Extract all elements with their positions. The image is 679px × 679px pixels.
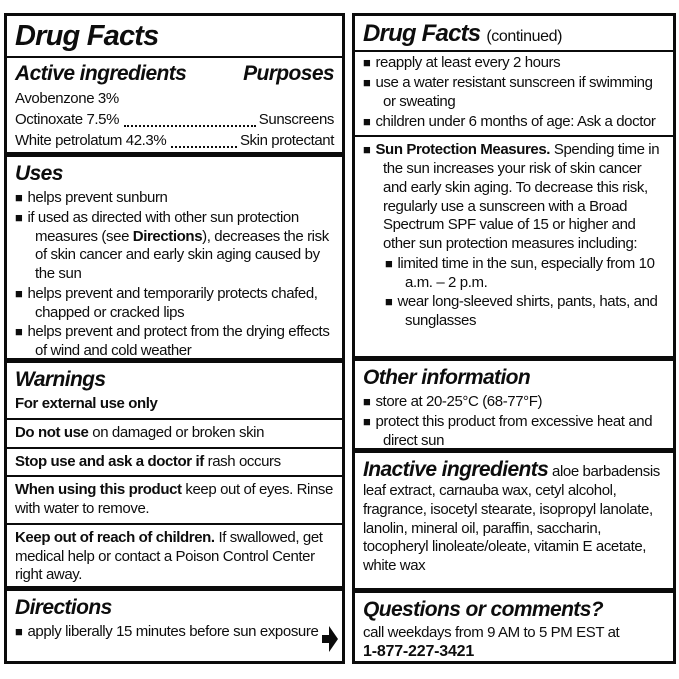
warning-divider [7, 475, 342, 477]
warnings-heading: Warnings [15, 368, 106, 391]
directions-item [15, 623, 334, 642]
uses-item [15, 189, 334, 208]
continued-item [363, 113, 665, 132]
uses-text: helps prevent and protect from the drying effects of wind and cold weather [27, 323, 330, 358]
bullet-square-icon: ■ [15, 209, 23, 225]
bullet-square-icon: ■ [363, 113, 371, 129]
bullet-square-icon: ■ [363, 55, 371, 71]
sun-protection-sub-item [385, 293, 665, 331]
uses-text: ), decreases the risk of skin cancer and early skin aging caused by the sun [35, 227, 329, 283]
other-information-text: store at 20-25°C (68-77°F) [375, 393, 543, 411]
directions-text: apply liberally 15 minutes before sun exposure [27, 623, 319, 641]
warning-external-use: For external use only [15, 395, 158, 413]
continued-text: use a water resistant sunscreen if swimming or sweating [375, 74, 653, 110]
bullet-square-icon: ■ [15, 324, 23, 340]
section-uses [7, 152, 342, 358]
warning-lead-bold: When using this product [15, 481, 182, 499]
bullet-square-icon: ■ [15, 285, 23, 301]
purposes-heading: Purposes [243, 61, 334, 85]
continued-item [363, 74, 665, 112]
continued-title-row [363, 19, 665, 47]
bullet-square-icon: ■ [15, 624, 23, 640]
uses-text: helps prevent sunburn [27, 189, 168, 207]
title-divider [7, 56, 342, 58]
other-information-item [363, 413, 665, 448]
uses-heading: Uses [15, 162, 63, 185]
questions-heading: Questions or comments? [363, 598, 604, 621]
dotted-leader [171, 146, 237, 148]
continued-text: reapply at least every 2 hours [375, 54, 561, 72]
section-questions [355, 588, 673, 661]
warning-text: If swallowed, get medical help or contact a Poison Control Center right away. [15, 528, 323, 584]
uses-item [15, 209, 334, 284]
ingredient-purpose: Skin protectant [239, 132, 334, 150]
warning-lead-bold: Do not use [15, 423, 89, 441]
active-ingredients-heading: Active ingredients [15, 61, 187, 85]
bullet-square-icon: ■ [363, 413, 371, 429]
bullet-square-icon: ■ [363, 75, 371, 91]
uses-item [15, 285, 334, 323]
warning-divider [7, 418, 342, 420]
section-warnings [7, 358, 342, 586]
dotted-leader [124, 125, 256, 127]
other-information-heading: Other information [363, 366, 531, 389]
bullet-square-icon: ■ [15, 190, 23, 206]
continued-item [363, 54, 665, 73]
continued-arrow-icon [322, 624, 339, 654]
other-information-text: protect this product from excessive heat and direct sun [375, 412, 653, 448]
uses-text-bold: Directions [132, 227, 203, 245]
inactive-ingredients-paragraph [363, 456, 665, 576]
inactive-ingredients-heading: Inactive ingredients [363, 458, 549, 481]
warning-text: keep out of eyes. Rinse with water to remove. [15, 481, 333, 518]
ingredient-name: Octinoxate 7.5% [15, 111, 120, 129]
section-directions [7, 586, 342, 661]
active-row [15, 109, 334, 130]
continued-text: children under 6 months of age: Ask a doctor [375, 112, 656, 130]
ingredient-purpose: Sunscreens [258, 111, 334, 129]
section-active-ingredients [7, 16, 342, 152]
directions-heading: Directions [15, 596, 112, 619]
sun-protection-text: Spending time in the sun increases your risk of skin cancer and early skin aging. To decrease this risk, regularly use a sunscreen with a Broad Spectrum SPF value of 15 or higher and other sun protection measures including: [383, 141, 660, 253]
active-row [15, 88, 334, 109]
sun-protection-sub-text: limited time in the sun, especially from 10 a.m. – 2 p.m. [397, 254, 655, 291]
ingredient-name: Avobenzone 3% [15, 90, 119, 108]
phone-number: 1-877-227-3421 [363, 642, 475, 660]
bullet-square-icon: ■ [363, 142, 371, 158]
inactive-ingredients-text: aloe barbadensis leaf extract, carnauba wax, cetyl alcohol, fragrance, isocetyl stearate, isopropyl lanolate, lanolin, mineral oil, paraffin, saccharin, tocopheryl linoleate/oleate, vitamin E acetate, white wax [363, 463, 660, 575]
sun-protection-sub-text: wear long-sleeved shirts, pants, hats, and sunglasses [397, 293, 658, 330]
uses-text: if used as directed with other sun protection measures (see [27, 208, 299, 245]
warning-statement [15, 424, 334, 443]
right-panel [352, 13, 676, 664]
uses-text: helps prevent and temporarily protects chafed, chapped or cracked lips [27, 284, 318, 321]
warning-divider [7, 447, 342, 449]
other-information-item [363, 393, 665, 412]
warning-text: rash occurs [203, 452, 281, 470]
warning-lead-bold: Keep out of reach of children. [15, 528, 215, 546]
sun-protection-sub-item [385, 255, 665, 293]
warning-lead-bold: Stop use and ask a doctor if [15, 452, 204, 470]
continued-label: (continued) [486, 28, 563, 45]
title-divider [355, 50, 673, 52]
active-ingredients-header [15, 60, 334, 88]
section-continued [355, 16, 673, 356]
uses-item [15, 323, 334, 358]
sun-protection-lead-bold: Sun Protection Measures. [375, 141, 551, 159]
panel-title: Drug Facts [15, 20, 159, 52]
ingredient-name: White petrolatum 42.3% [15, 132, 167, 150]
panel-title-continued: Drug Facts [363, 20, 481, 47]
bullet-square-icon: ■ [363, 394, 371, 410]
section-inactive-ingredients [355, 448, 673, 588]
label-columns [4, 13, 676, 664]
continued-divider [355, 135, 673, 137]
warning-statement [15, 481, 334, 519]
warning-statement [15, 453, 334, 472]
active-row [15, 130, 334, 151]
section-other-information [355, 356, 673, 448]
sun-protection-item [363, 141, 665, 254]
warning-statement [15, 529, 334, 585]
bullet-square-icon: ■ [385, 255, 393, 271]
left-panel [4, 13, 345, 664]
bullet-square-icon: ■ [385, 294, 393, 310]
warning-text: on damaged or broken skin [88, 423, 265, 441]
warning-divider [7, 523, 342, 525]
questions-line: call weekdays from 9 AM to 5 PM EST at [363, 624, 620, 642]
